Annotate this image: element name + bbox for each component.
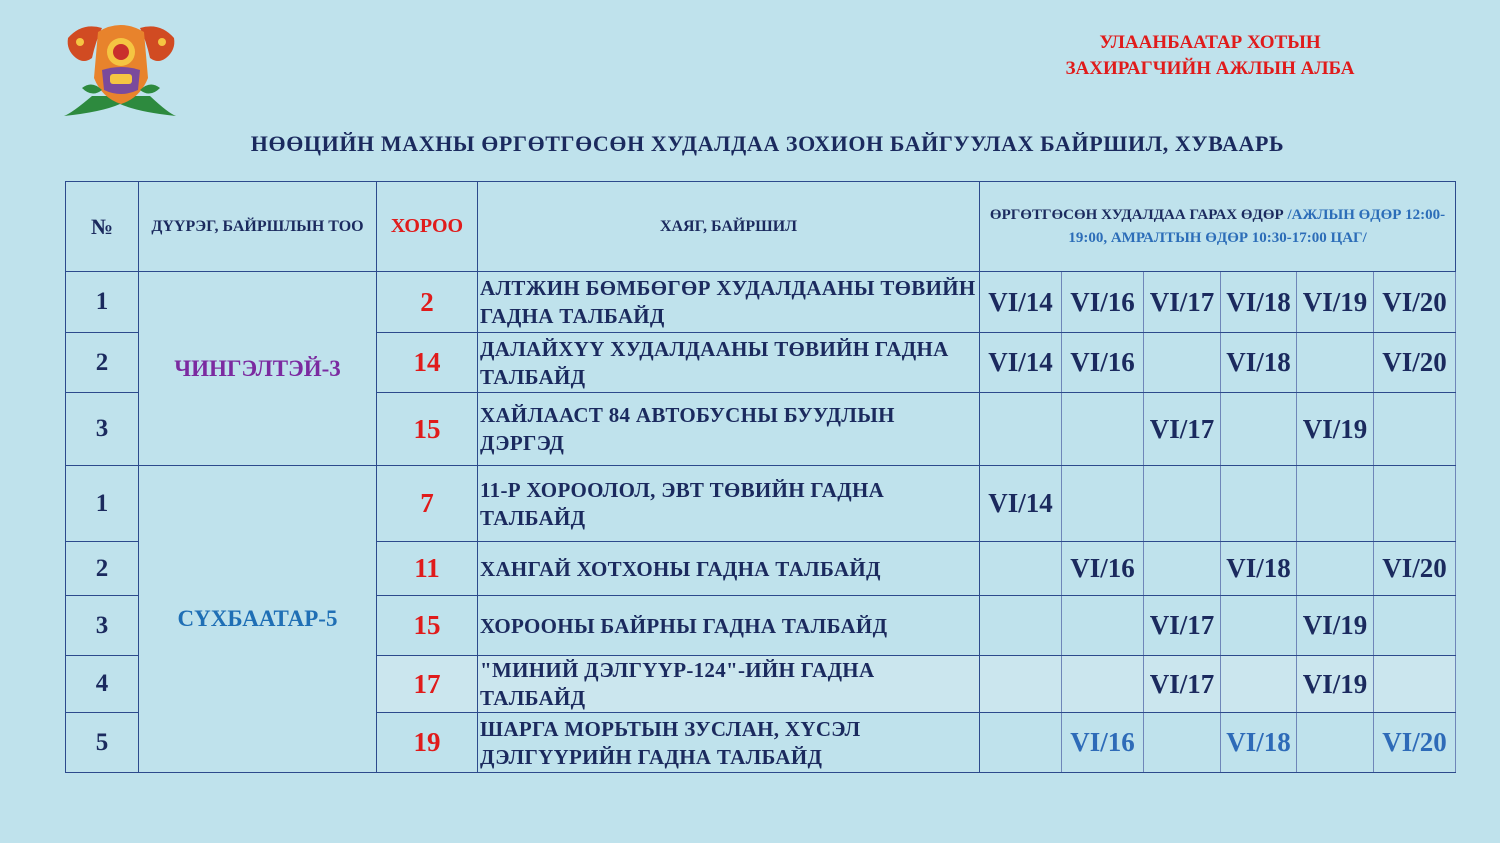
row-number: 2 bbox=[66, 542, 139, 596]
row-khoroo: 15 bbox=[377, 393, 478, 466]
row-khoroo: 15 bbox=[377, 596, 478, 656]
date-cell bbox=[1221, 466, 1297, 542]
org-line-2: ЗАХИРАГЧИЙН АЖЛЫН АЛБА bbox=[1065, 58, 1355, 79]
date-cell bbox=[1374, 466, 1456, 542]
date-cell bbox=[1221, 393, 1297, 466]
date-cell bbox=[1062, 596, 1144, 656]
date-cell bbox=[980, 393, 1062, 466]
date-cell bbox=[1297, 333, 1374, 393]
row-number: 1 bbox=[66, 272, 139, 333]
table-row bbox=[66, 272, 1456, 333]
header-district: ДҮҮРЭГ, БАЙРШЛЫН ТОО bbox=[139, 182, 377, 272]
date-cell bbox=[980, 656, 1062, 713]
row-number: 3 bbox=[66, 596, 139, 656]
date-cell: VI/20 bbox=[1374, 542, 1456, 596]
date-cell bbox=[1374, 393, 1456, 466]
row-number: 2 bbox=[66, 333, 139, 393]
date-cell bbox=[1062, 656, 1144, 713]
table-row bbox=[66, 466, 1456, 542]
date-cell: VI/14 bbox=[980, 466, 1062, 542]
date-cell: VI/19 bbox=[1297, 393, 1374, 466]
date-cell: VI/17 bbox=[1144, 393, 1221, 466]
row-khoroo: 7 bbox=[377, 466, 478, 542]
date-cell: VI/18 bbox=[1221, 713, 1297, 773]
date-cell: VI/20 bbox=[1374, 333, 1456, 393]
row-khoroo: 11 bbox=[377, 542, 478, 596]
row-number: 3 bbox=[66, 393, 139, 466]
date-cell bbox=[980, 713, 1062, 773]
date-cell bbox=[1221, 596, 1297, 656]
row-khoroo: 14 bbox=[377, 333, 478, 393]
date-cell bbox=[980, 596, 1062, 656]
row-address: ХАЙЛААСТ 84 АВТОБУСНЫ БУУДЛЫН ДЭРГЭД bbox=[478, 393, 980, 466]
row-address: 11-Р ХОРООЛОЛ, ЭВТ ТӨВИЙН ГАДНА ТАЛБАЙД bbox=[478, 466, 980, 542]
header-dates-note: /АЖЛЫН ӨДӨР 12:00-19:00, АМРАЛТЫН ӨДӨР 10:30-17:00 ЦАГ/ bbox=[1068, 206, 1446, 246]
date-cell bbox=[1144, 333, 1221, 393]
date-cell bbox=[1374, 596, 1456, 656]
date-cell: VI/14 bbox=[980, 333, 1062, 393]
date-cell: VI/14 bbox=[980, 272, 1062, 333]
header-khoroo: ХОРОО bbox=[377, 182, 478, 272]
date-cell: VI/20 bbox=[1374, 272, 1456, 333]
date-cell bbox=[1144, 466, 1221, 542]
date-cell: VI/18 bbox=[1221, 333, 1297, 393]
row-address: ХОРООНЫ БАЙРНЫ ГАДНА ТАЛБАЙД bbox=[478, 596, 980, 656]
date-cell: VI/16 bbox=[1062, 272, 1144, 333]
date-cell: VI/20 bbox=[1374, 713, 1456, 773]
page-title: НӨӨЦИЙН МАХНЫ ӨРГӨТГӨСӨН ХУДАЛДАА ЗОХИОН БАЙГУУЛАХ БАЙРШИЛ, ХУВААРЬ bbox=[250, 131, 1285, 156]
row-address: "МИНИЙ ДЭЛГҮҮР-124"-ИЙН ГАДНА ТАЛБАЙД bbox=[478, 656, 980, 713]
date-cell bbox=[1297, 466, 1374, 542]
date-cell bbox=[980, 542, 1062, 596]
row-number: 4 bbox=[66, 656, 139, 713]
date-cell: VI/19 bbox=[1297, 656, 1374, 713]
row-number: 1 bbox=[66, 466, 139, 542]
date-cell bbox=[1062, 466, 1144, 542]
date-cell bbox=[1062, 393, 1144, 466]
date-cell bbox=[1144, 713, 1221, 773]
header-dates-main: ӨРГӨТГӨСӨН ХУДАЛДАА ГАРАХ ӨДӨР bbox=[989, 206, 1284, 223]
date-cell bbox=[1144, 542, 1221, 596]
ulaanbaatar-coat-of-arms-icon bbox=[62, 18, 180, 118]
date-cell bbox=[1297, 542, 1374, 596]
header-address: ХАЯГ, БАЙРШИЛ bbox=[478, 182, 980, 272]
schedule-table bbox=[65, 181, 1456, 773]
row-khoroo: 19 bbox=[377, 713, 478, 773]
row-address: АЛТЖИН БӨМБӨГӨР ХУДАЛДААНЫ ТӨВИЙН ГАДНА ТАЛБАЙД bbox=[478, 272, 980, 333]
date-cell: VI/16 bbox=[1062, 542, 1144, 596]
org-line-1: УЛААНБААТАР ХОТЫН bbox=[1099, 32, 1321, 53]
date-cell bbox=[1374, 656, 1456, 713]
row-address: ШАРГА МОРЬТЫН ЗУСЛАН, ХҮСЭЛ ДЭЛГҮҮРИЙН ГАДНА ТАЛБАЙД bbox=[478, 713, 980, 773]
date-cell: VI/18 bbox=[1221, 272, 1297, 333]
district-sukhbaatar: СҮХБААТАР-5 bbox=[139, 466, 377, 773]
organization-name bbox=[1000, 30, 1420, 82]
header-row bbox=[66, 182, 1456, 272]
date-cell: VI/16 bbox=[1062, 333, 1144, 393]
row-address: ДАЛАЙХҮҮ ХУДАЛДААНЫ ТӨВИЙН ГАДНА ТАЛБАЙД bbox=[478, 333, 980, 393]
date-cell: VI/19 bbox=[1297, 272, 1374, 333]
header-number: № bbox=[66, 182, 139, 272]
date-cell bbox=[1221, 656, 1297, 713]
date-cell bbox=[1297, 713, 1374, 773]
date-cell: VI/19 bbox=[1297, 596, 1374, 656]
row-number: 5 bbox=[66, 713, 139, 773]
district-chingeltei: ЧИНГЭЛТЭЙ-3 bbox=[139, 272, 377, 466]
date-cell: VI/17 bbox=[1144, 272, 1221, 333]
date-cell: VI/17 bbox=[1144, 596, 1221, 656]
row-address: ХАНГАЙ ХОТХОНЫ ГАДНА ТАЛБАЙД bbox=[478, 542, 980, 596]
date-cell: VI/16 bbox=[1062, 713, 1144, 773]
row-khoroo: 2 bbox=[377, 272, 478, 333]
date-cell: VI/18 bbox=[1221, 542, 1297, 596]
header-dates bbox=[980, 182, 1456, 272]
row-khoroo: 17 bbox=[377, 656, 478, 713]
date-cell: VI/17 bbox=[1144, 656, 1221, 713]
